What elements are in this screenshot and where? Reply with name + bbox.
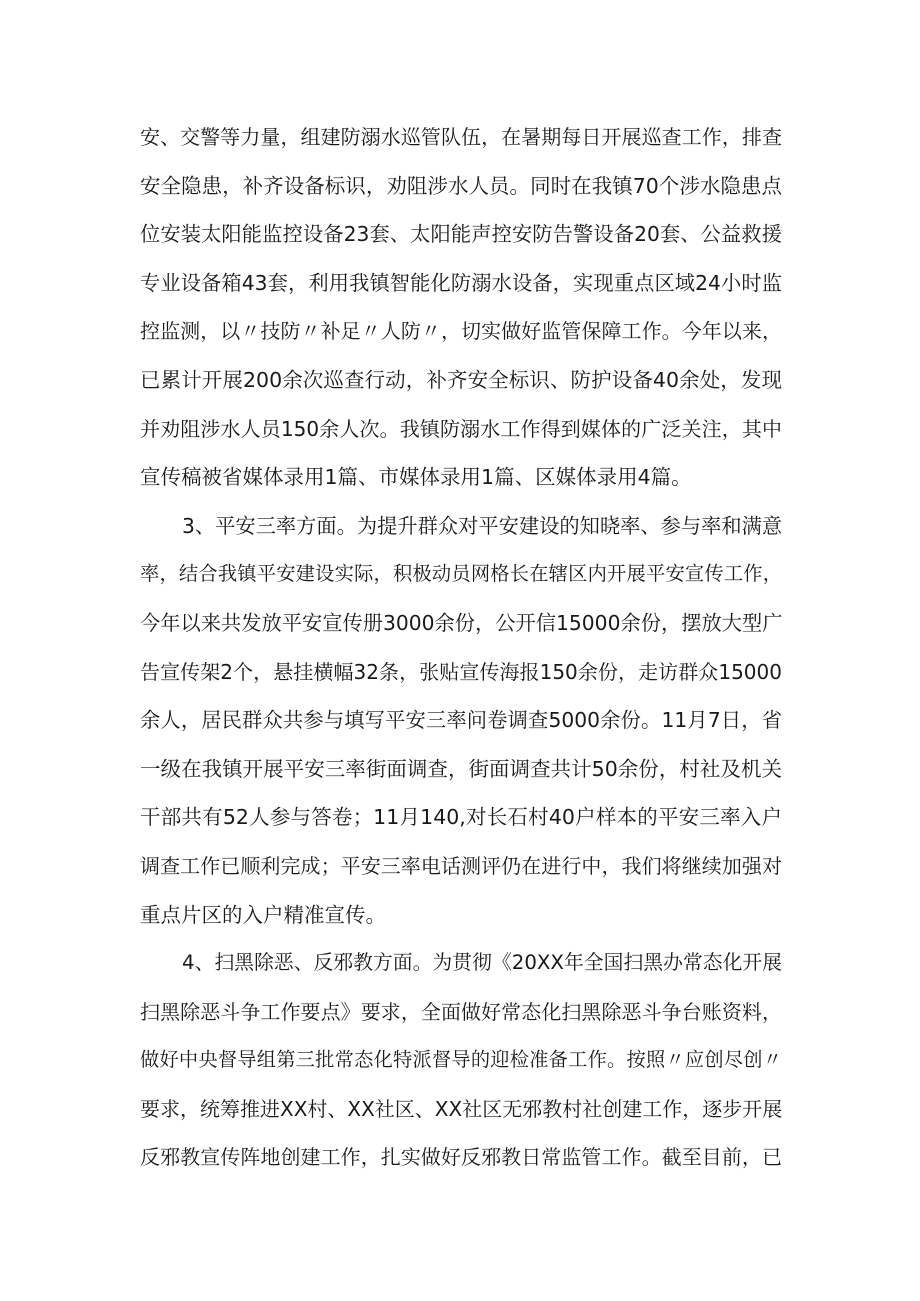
text-line: 重点片区的入户精准宣传。 <box>140 902 386 927</box>
text-line: 一级在我镇开展平安三率街面调查，街面调查共计50余份，村社及机关 <box>140 756 782 781</box>
text-line: 做好中央督导组第三批常态化特派督导的迎检准备工作。按照〃应创尽创〃 <box>140 1048 782 1072</box>
text-line: 专业设备箱43套，利用我镇智能化防溺水设备，实现重点区域24小时监 <box>140 270 782 295</box>
text-line: 安、交警等力量，组建防溺水巡管队伍，在暑期每日开展巡查工作，排查 <box>140 125 782 149</box>
text-line: 反邪教宣传阵地创建工作，扎实做好反邪教日常监管工作。截至目前，已 <box>140 1145 782 1170</box>
text-line: 扫黑除恶斗争工作要点》要求，全面做好常态化扫黑除恶斗争台账资料， <box>140 999 782 1024</box>
text-line: 4、扫黑除恶、反邪教方面。为贯彻《20XX年全国扫黑办常态化开展 <box>182 951 782 975</box>
paragraph-flood-prevention <box>140 113 782 502</box>
text-line: 并劝阻涉水人员150余人次。我镇防溺水工作得到媒体的广泛关注，其中 <box>140 416 782 441</box>
text-line: 今年以来共发放平安宣传册3000余份，公开信15000余份，摆放大型广 <box>140 610 782 635</box>
document-body <box>140 113 782 1182</box>
text-line: 位安装太阳能监控设备23套、太阳能声控安防告警设备20套、公益救援 <box>140 222 782 247</box>
text-line: 控监测，以〃技防〃补足〃人防〃，切实做好监管保障工作。今年以来， <box>140 319 782 344</box>
text-line: 3、平安三率方面。为提升群众对平安建设的知晓率、参与率和满意 <box>182 513 782 538</box>
text-line: 干部共有52人参与答卷；11月140,对长石村40户样本的平安三率入户 <box>140 805 782 830</box>
text-line: 率，结合我镇平安建设实际，积极动员网格长在辖区内开展平安宣传工作， <box>140 562 782 586</box>
text-line: 安全隐患，补齐设备标识，劝阻涉水人员。同时在我镇70个涉水隐患点 <box>140 173 782 198</box>
text-line: 余人，居民群众共参与填写平安三率问卷调查5000余份。11月7日，省 <box>140 708 782 733</box>
paragraph-anti-gang-anti-cult <box>140 939 782 1182</box>
paragraph-safety-three-rates <box>140 502 782 939</box>
text-line: 宣传稿被省媒体录用1篇、市媒体录用1篇、区媒体录用4篇。 <box>140 465 692 490</box>
text-line: 要求，统筹推进XX村、XX社区、XX社区无邪教村社创建工作，逐步开展 <box>140 1096 782 1121</box>
text-line: 调查工作已顺利完成；平安三率电话测评仍在进行中，我们将继续加强对 <box>140 853 782 878</box>
text-line: 告宣传架2个，悬挂横幅32条，张贴宣传海报150余份，走访群众15000 <box>140 659 782 684</box>
text-line: 已累计开展200余次巡查行动，补齐安全标识、防护设备40余处，发现 <box>140 367 782 392</box>
